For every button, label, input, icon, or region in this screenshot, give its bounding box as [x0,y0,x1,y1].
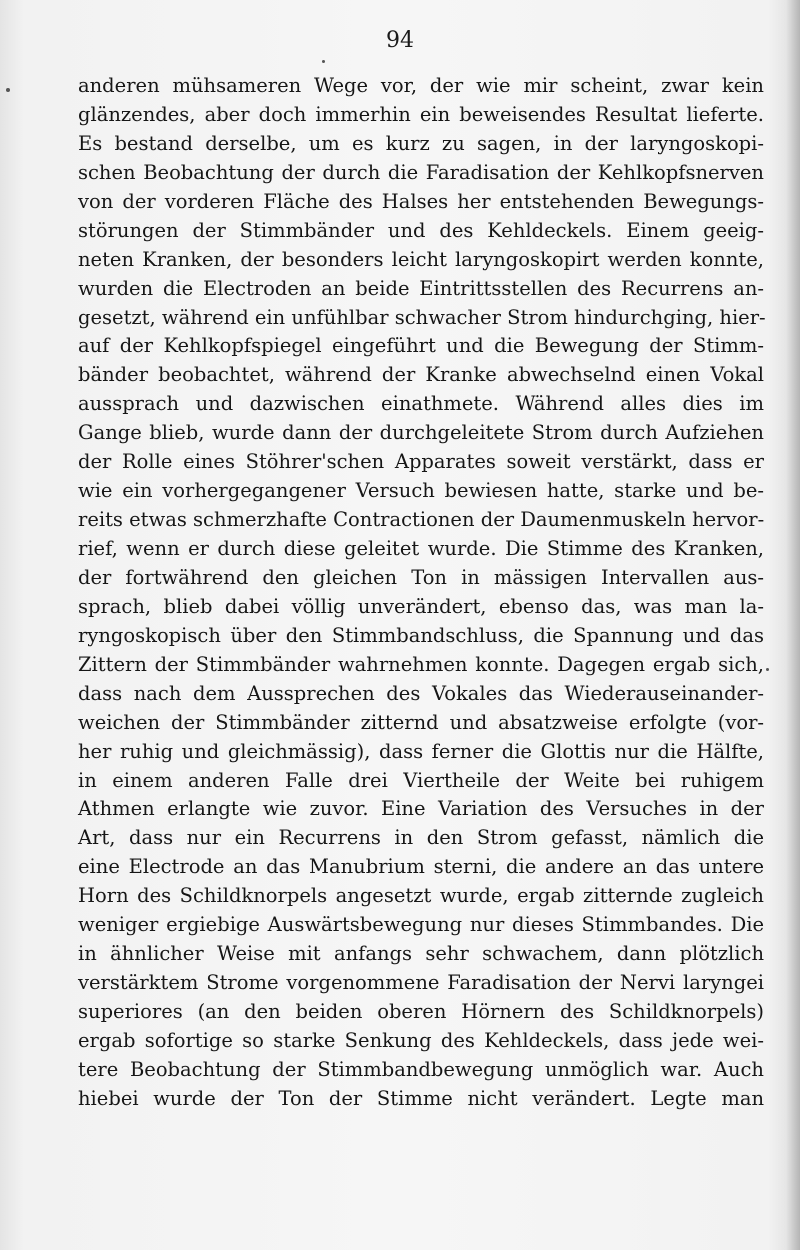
page-number: 94 [386,28,414,53]
text-line: wurden die Electroden an beide Eintrittsstellen des Recurrens an- [78,276,764,300]
text-line: glänzendes, aber doch immerhin ein beweisendes Resultat lieferte. [78,102,764,126]
text-line: bänder beobachtet, während der Kranke abwechselnd einen Vokal [78,363,764,387]
text-line: störungen der Stimmbänder und des Kehldeckels. Einem geeig- [78,218,764,242]
text-line: wie ein vorhergegangener Versuch bewiesen hatte, starke und be- [78,479,764,503]
text-line: von der vorderen Fläche des Halses her entstehenden Bewegungs- [78,189,764,213]
body-text [78,72,764,1114]
margin-speck [6,88,10,92]
text-line: reits etwas schmerzhafte Contractionen der Daumenmuskeln hervor- [78,508,765,532]
ink-speck [322,60,325,63]
text-line: in einem anderen Falle drei Viertheile der Weite bei ruhigem [78,768,764,792]
text-line: Zittern der Stimmbänder wahrnehmen konnte. Dagegen ergab sich, [78,652,764,676]
text-line: rief, wenn er durch diese geleitet wurde. Die Stimme des Kranken, [78,537,764,560]
page-edge-shadow [786,0,800,1250]
text-line: her ruhig und gleichmässig), dass ferner die Glottis nur die Hälfte, [78,739,764,763]
text-line: tere Beobachtung der Stimmbandbewegung unmöglich war. Auch [78,1057,764,1081]
text-line: ryngoskopisch über den Stimmbandschluss, die Spannung und das [78,623,764,647]
text-line: verstärktem Strome vorgenommene Faradisation der Nervi laryngei [78,971,764,995]
text-line: in ähnlicher Weise mit anfangs sehr schwachem, dann plötzlich [78,942,764,966]
text-line: ergab sofortige so starke Senkung des Kehldeckels, dass jede wei- [78,1028,764,1052]
text-line: Athmen erlangte wie zuvor. Eine Variation des Versuches in der [78,797,764,821]
text-line: gesetzt, während ein unfühlbar schwacher Strom hindurchging, hier- [78,305,766,329]
text-line: eine Electrode an das Manubrium sterni, die andere an das untere [78,855,764,879]
text-line: neten Kranken, der besonders leicht laryngoskopirt werden konnte, [78,247,764,271]
text-line: auf der Kehlkopfspiegel eingeführt und die Bewegung der Stimm- [78,334,764,358]
text-line: der fortwährend den gleichen Ton in mässigen Intervallen aus- [78,565,764,589]
text-line: Es bestand derselbe, um es kurz zu sagen, in der laryngoskopi- [78,131,764,155]
text-line: dass nach dem Aussprechen des Vokales das Wiederauseinander- [78,681,764,705]
text-line: anderen mühsameren Wege vor, der wie mir scheint, zwar kein [78,74,764,97]
text-line: sprach, blieb dabei völlig unverändert, ebenso das, was man la- [78,594,764,618]
text-line: weichen der Stimmbänder zitternd und absatzweise erfolgte (vor- [78,710,764,734]
text-line: Gange blieb, wurde dann der durchgeleitete Strom durch Aufziehen [78,421,764,445]
text-line: hiebei wurde der Ton der Stimme nicht verändert. Legte man [78,1086,764,1110]
ink-speck [766,668,769,671]
text-line: superiores (an den beiden oberen Hörnern des Schildknorpels) [78,1000,764,1023]
text-line: weniger ergiebige Auswärtsbewegung nur dieses Stimmbandes. Die [78,913,764,937]
text-line: der Rolle eines Stöhrer'schen Apparates soweit verstärkt, dass er [78,450,764,474]
text-line: Art, dass nur ein Recurrens in den Strom gefasst, nämlich die [78,826,764,850]
text-line: schen Beobachtung der durch die Faradisation der Kehlkopfsnerven [78,160,764,184]
text-line: aussprach und dazwischen einathmete. Während alles dies im [78,392,764,416]
text-line: Horn des Schildknorpels angesetzt wurde, ergab zitternde zugleich [78,884,764,908]
